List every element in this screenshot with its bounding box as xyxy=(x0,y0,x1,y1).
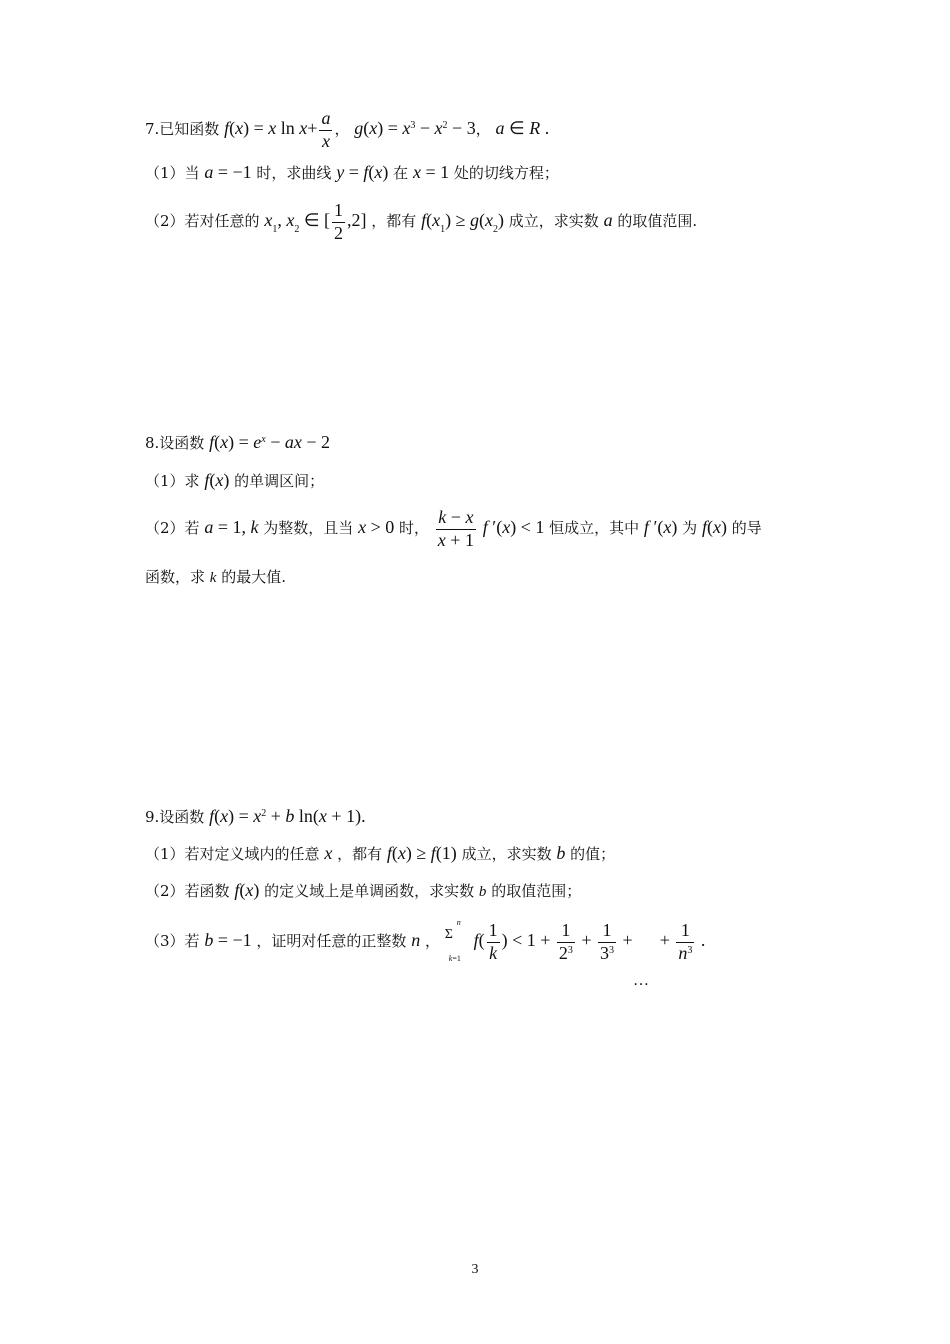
page-number: 3 xyxy=(471,1262,479,1277)
problem-9-title: 9.设函数 $f(x) = x^2 + b$ ln(x + 1). xyxy=(145,806,366,826)
problem-7-part-2: （2）若对任意的 $x_1$, $x_2$ ∈ [ $\frac{1}{2}$ ,2] ，都有 $f(x_1) \ge g(x_2)$ 成立，求实数 a 的取值范围. xyxy=(145,200,698,243)
problem-8-part-2: （2）若 a = 1, k 为整数，且当 x > 0 时， $\frac{k - x}{x + 1}$ f ′(x) < 1 恒成立，其中 f ′(x) 为 f(x) 的导 xyxy=(145,507,762,550)
problem-8-part-2-line-2: 函数，求 k 的最大值. xyxy=(145,568,287,586)
problem-9-part-2: （2）若函数 f(x) 的定义域上是单调函数，求实数 b 的取值范围； xyxy=(145,880,582,900)
problem-7-part-1: （1）当 a = −1 时，求曲线 y = f(x) 在 x = 1 处的切线方程； xyxy=(145,162,559,182)
summation-symbol: Σ n k=1 xyxy=(444,918,461,964)
problem-8-title: 8.设函数 $f(x) = e^x$ − ax − 2 xyxy=(145,432,331,452)
problem-9-part-1: （1）若对定义域内的任意 x ，都有 f(x) ≥ f(1) 成立，求实数 b 的值； xyxy=(145,843,616,863)
problem-9-part-3: （3）若 b = −1 ，证明对任意的正整数 n ， Σ n k=1 f( $\frac{1}{k}$ ) < 1 + $\frac{1}{2^3}$ + $\frac{1}{3^3}$ + + $\frac{1}{n^3}$ . xyxy=(145,918,706,964)
problem-8-part-1: （1）求 f(x) 的单调区间； xyxy=(145,470,325,490)
ellipsis: … xyxy=(633,972,649,989)
problem-7-title: 7.已知函数 f(x) = x ln x+ $\frac{a}{x}$ ， $g(x) = x^3 - x^2 - 3$， a ∈ R . xyxy=(145,108,550,151)
